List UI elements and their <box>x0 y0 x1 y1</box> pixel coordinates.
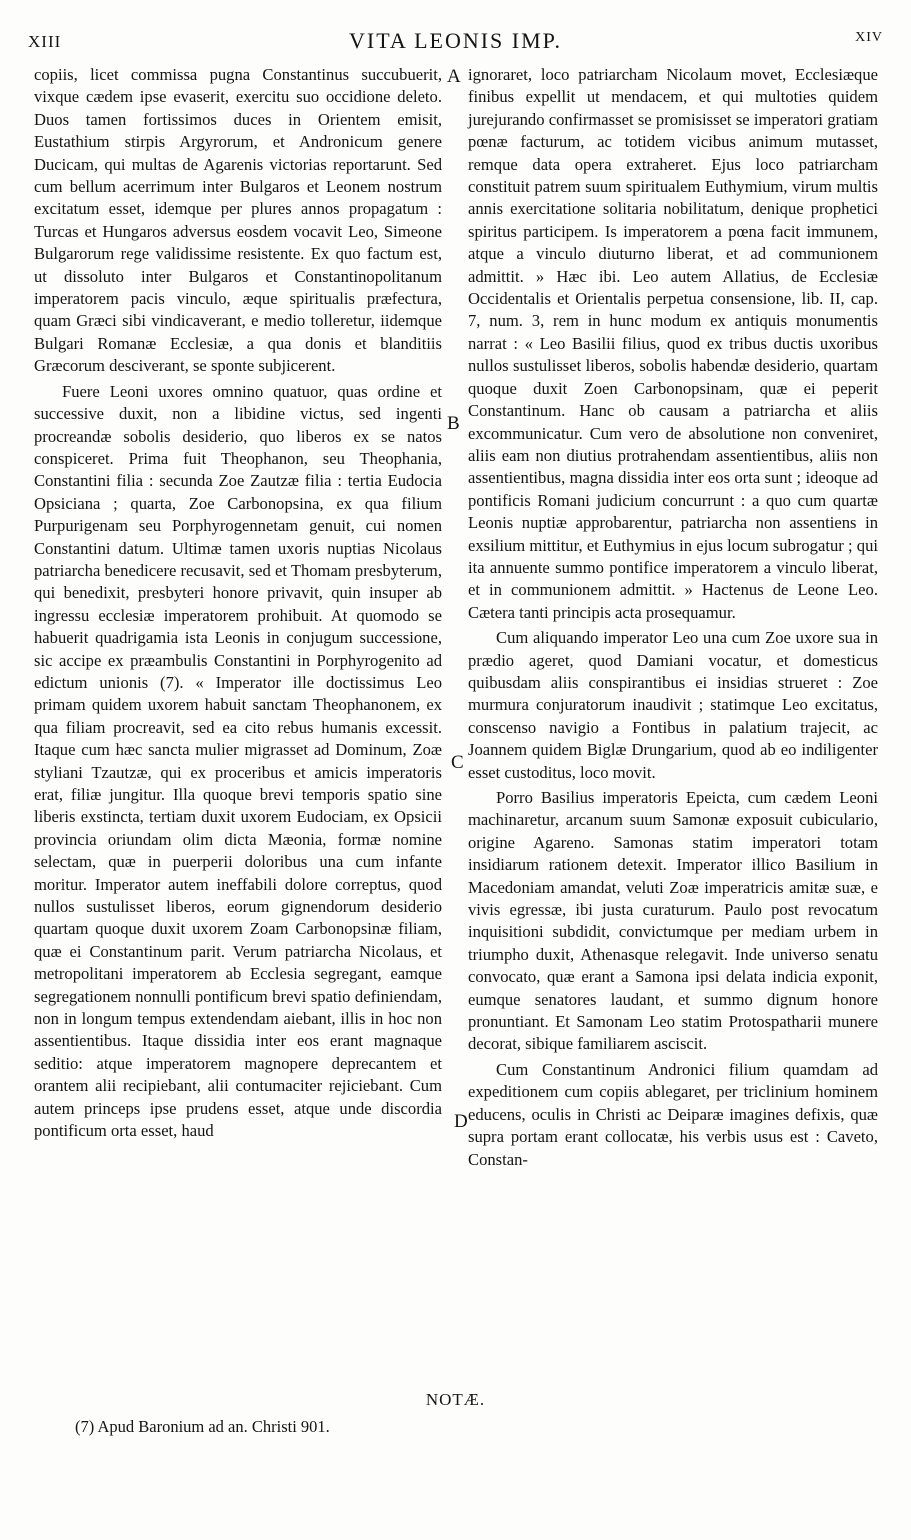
running-title: VITA LEONIS IMP. <box>349 28 562 53</box>
left-column <box>34 64 442 1146</box>
paragraph: copiis, licet commissa pugna Constantinus succubuerit, vixque cædem ipse evaserit, exercitu suo occidione deleto. Duos tamen fortissimos duces in Orientem emisit, Eustathium stirpis Argyrorum, et Andronicum genere Ducicam, qui multas de Agarenis victorias reportarunt. Sed cum bellum acerrimum inter Bulgaros et Leonem nostrum excitatum esset, idemque per plures annos propagatum : Turcas et Hungaros adversus eosdem vocavit Leo, Simeone Bulgarorum rege validissime resistente. Ex quo factum est, ut dissoluto inter Bulgaros et Constantinopolitanum imperatorem pacis vinculo, æque spiritualis præfectura, quam Græci sibi vindicaverant, e medio tolleretur, iidemque Bulgari Romanæ Ecclesiæ, a qua donis et blanditiis Græcorum desciverant, se sponte subjicerent. <box>34 65 442 376</box>
paragraph: Cum Constantinum Andronici filium quamdam ad expeditionem cum copiis ablegaret, per triclinium hominem educens, oculis in Christi ac Deiparæ imagines defixis, quæ supra portam erant collocatæ, his verbis usus est : Caveto, Constan- <box>468 1059 878 1169</box>
section-letter: C <box>451 752 464 773</box>
paragraph: Porro Basilius imperatoris Epeicta, cum cædem Leoni machinaretur, arcanum suum Samonæ exposuit cubiculario, origine Agareno. Samonas statim imperatori totam insidiarum rationem detexit. Imperator illico Basilium in Macedoniam amandat, veluti Zoæ imperatricis amitæ suæ, e vivis egressæ, ibi justa curaturum. Paulo post revocatum inquisitioni subdidit, convictumque per mediam urbem in triumpho duxit, Athenasque relegavit. Inde universo senatu convocato, quæ erant a Samona ipsi delata indicia exponit, eumque senatores laudant, et summo dignum honore pronuntiant. Et Samonam Leo statim Protospatharii munere decorat, sibique familiarem asciscit. <box>468 788 878 1054</box>
paragraph: Cum aliquando imperator Leo una cum Zoe uxore sua in prædio ageret, quod Damiani vocatur, et domesticus quibusdam aliis conspirantibus ei insidias strueret : Zoe murmura conjuratorum inaudivit ; statimque Leo excitatus, conscenso navigio a Fontibus in palatium trajecit, ac Joannem quidem Biglæ Drungarium, quod ab eo indiligenter esset custoditus, loco movit. <box>468 628 878 782</box>
right-column <box>468 64 878 1174</box>
section-letter: A <box>447 66 461 87</box>
section-letter: D <box>454 1111 468 1132</box>
page-number-right: XIV <box>855 30 883 45</box>
running-header <box>28 22 883 56</box>
page-number-left: XIII <box>28 32 62 51</box>
paragraph: ignoraret, loco patriarcham Nicolaum movet, Ecclesiæque finibus expellit ut mendacem, et qui multoties quidem jurejurando confirmasset se promisisset se imperatori gratiam pœnæ facturum, ac totidem vicibus animum mutasset, remque data opera extraheret. Ejus loco patriarcham constituit patrem suum spiritualem Euthymium, virum multis annis exercitatione solitaria nobilitatum, denique prophetici spiritus participem. Is imperatorem a pœna facit immunem, atque a vinculo diuturno liberat, et ad communionem admittit. » Hæc ibi. Leo autem Allatius, de Ecclesiæ Occidentalis et Orientalis perpetua consensione, lib. II, cap. 7, num. 3, rem in hunc modum ex antiquis monumentis narrat : « Leo Basilii filius, quod ex tribus ductis uxoribus nullos sustulisset liberos, sobolis habendæ desiderio, quartam quoque duxit Zoen Carbonopsinam, quæ ei peperit Constantinum. Hanc ob causam a patriarcha et aliis excommunicatur. Cum vero de absolutione non conveniret, aliis eam non diutius protrahendam assentientibus, aliis non assentientibus, magna dissidia inter eos orta sunt ; ideoque ad pontificis Romani judicium concurrunt : a quo cum quartæ Leonis nuptiæ approbarentur, patriarcha non assentiens in exsilium mittitur, et Euthymius in ejus locum subrogatur ; qui ita annuente summo pontifice imperatorem a vinculo liberat, et in communionem admittit. » Hactenus de Leone Leo. Cætera tanti principis acta prosequamur. <box>468 65 878 622</box>
paragraph: Fuere Leoni uxores omnino quatuor, quas ordine et successive duxit, non a libidine victus, sed ingenti procreandæ sobolis desiderio, quo liberos ex se natos conspiceret. Prima fuit Theophanon, seu Theophania, Constantini filia : secunda Zoe Zautzæ filia : tertia Eudocia Opsiciana ; quarta, Zoe Carbonopsina, ex qua filium Purpurigenam seu Porphyrogennetam genuit, cui nomen Constantini datum. Ultimæ tamen uxoris nuptias Nicolaus patriarcha benedicere recusavit, sed et Thomam presbyterum, qui benedixit, presbyteri honore privavit, quin insuper ab ingressu ecclesiæ imperatorem prohibuit. At quomodo se habuerit quadrigamia ista Leonis in conjugum successione, sic accipe ex præambulis Constantini in Porphyrogenito ad edictum unionis (7). « Imperator ille doctissimus Leo primam quidem uxorem habuit sanctam Theophanonem, ex qua filiam procreavit, sed ea cito rebus humanis excessit. Itaque cum hæc sancta mulier migrasset ad Dominum, Zoæ styliani Tzautzæ, qui ex proceribus et amicis imperatoris erat, filiæ jungitur. Illa quoque brevi temporis spatio sine liberis exstincta, tertiam duxit uxorem Eudociam, ex Opsicii provincia oriundam olim dicta Mæonia, formæ nomine selectam, quæ in puerperii doloribus una cum infante moritur. Imperator autem ineffabili dolore correptus, quod nullos sustulisset liberos, eorum gignendorum desiderio quartam quoque duxit uxorem Zoam Carbonopsinæ filiam, quæ ei Constantinum parit. Verum patriarcha Nicolaus, et metropolitani imperatorem ab Ecclesia segregant, eamque segregationem nonnulli pontificum brevi spatio definiendam, non in longum tempus extendendam aiebant, illis in hoc non assentientibus. Itaque dissidia inter eos erant magnaque seditio: atque imperatorem magnopere deprecantem et orantem alii recipiebant, alii contumaciter rejiciebant. Cum autem princeps ipse prudens esset, atque unde discordia pontificum orta esset, haud <box>34 381 442 1141</box>
section-letter: B <box>447 413 460 434</box>
footnote: (7) Apud Baronium ad an. Christi 901. <box>75 1417 330 1436</box>
notes-heading: NOTÆ. <box>425 1390 486 1409</box>
